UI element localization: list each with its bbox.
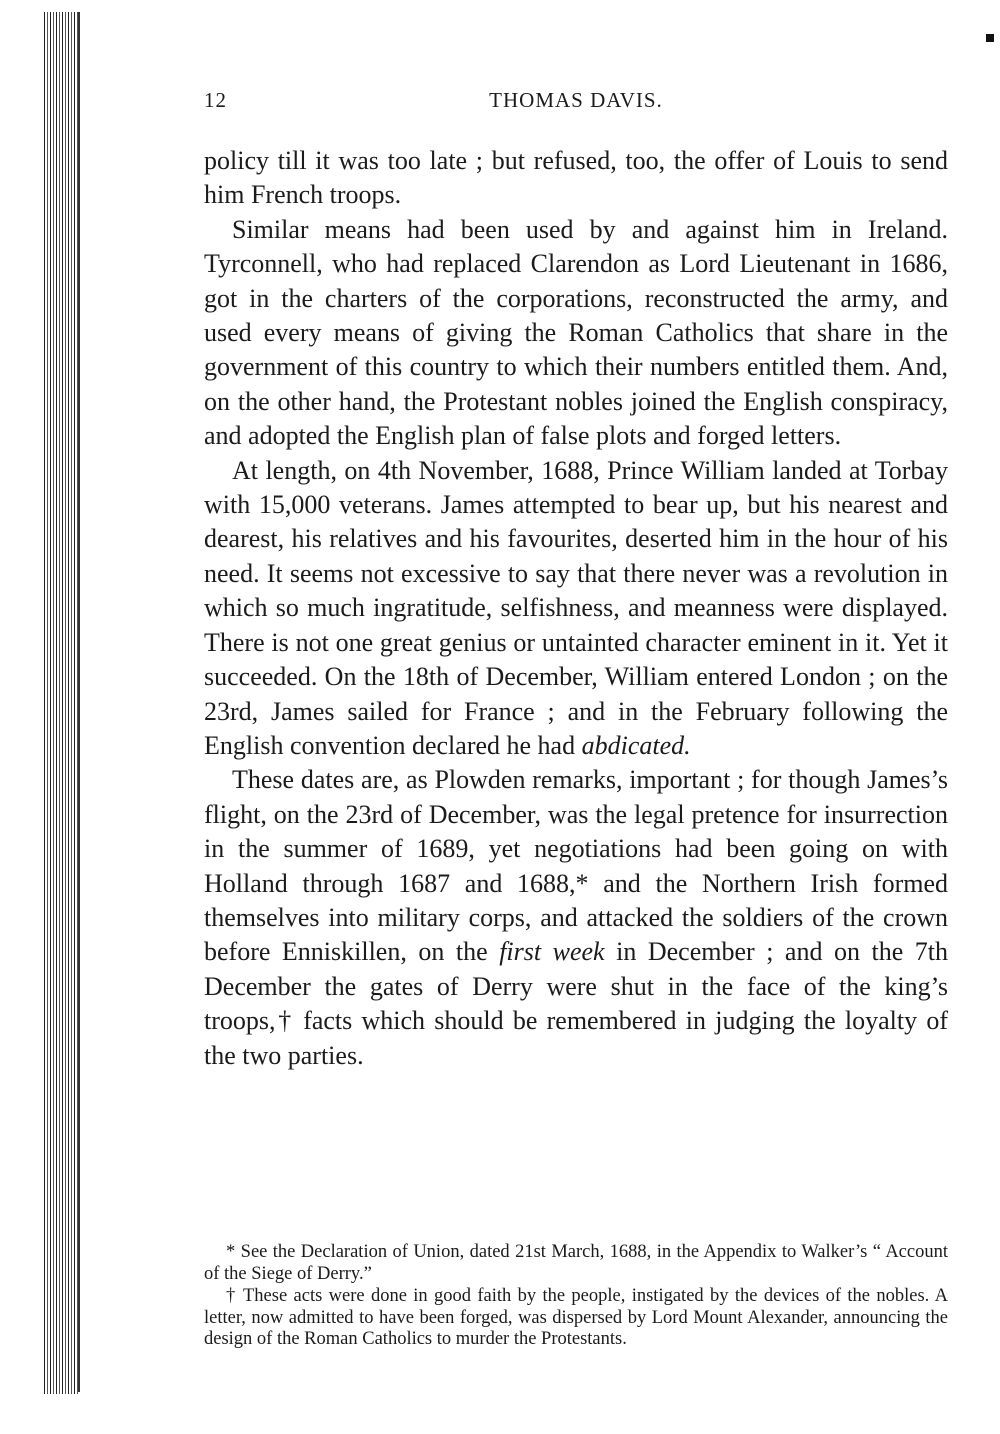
paragraph-3-text: At length, on 4th November, 1688, Prince William landed at Torbay with 15,000 veterans. James attempted to bear up, but his nearest and dearest, his relatives and his favourites, deserted him in the hour of his need. It seems not excessive to say that there never was a revolution in which so much ingratitude, selfishness, and meanness were displayed. There is not one great genius or untainted character eminent in it. Yet it succeeded. On the 18th of December, William entered London ; on the 23rd, James sailed for France ; and in the February following the English convention declared he had	[204, 455, 948, 760]
scan-mark	[986, 34, 994, 42]
footnote-2: † These acts were done in good faith by the people, instigated by the devices of the nobles. A letter, now admitted to have been forged, was dispersed by Lord Mount Alexander, announcing the design of the Roman Catholics to murder the Protestants.	[204, 1286, 948, 1349]
paragraph-2: Similar means had been used by and against him in Ireland. Tyrconnell, who had replaced Clarendon as Lord Lieutenant in 1686, got in the charters of the corporations, reconstructed the army, and used every means of giving the Roman Catholics that share in the government of this country to which their numbers entitled them. And, on the other hand, the Protestant nobles joined the English conspiracy, and adopted the English plan of false plots and forged letters.	[204, 214, 948, 451]
paragraph-4-text-b: in December ; and on the 7th December the gates of Derry were shut in the face of the king’s troops,† facts which should be remembered in judging the loyalty of the two parties.	[204, 937, 949, 1070]
paragraph-4	[204, 763, 948, 1073]
paragraph-1: policy till it was too late ; but refused, too, the offer of Louis to send him French troops.	[204, 146, 948, 210]
italic-abdicated: abdicated.	[581, 730, 691, 760]
binding-gutter-edge	[78, 12, 80, 1392]
binding-gutter	[44, 12, 80, 1394]
page-number: 12	[204, 88, 227, 112]
paragraph-3	[204, 454, 948, 764]
footnote-1: * See the Declaration of Union, dated 21st March, 1688, in the Appendix to Walker’s “ Account of the Siege of Derry.”	[204, 1242, 948, 1284]
italic-first-week: first week	[499, 937, 605, 967]
running-head	[204, 88, 948, 118]
paragraph-4-text-a: These dates are, as Plowden remarks, important ; for though James’s flight, on the 23rd of December, was the legal pretence for insurrection in the summer of 1689, yet negotiations had been going on with Holland through 1687 and 1688,* and the Northern Irish formed themselves into military corps, and attacked the soldiers of the crown before Enniskillen, on the	[204, 765, 948, 967]
footnotes	[204, 1242, 948, 1352]
body-text	[204, 144, 948, 1073]
running-title: THOMAS DAVIS.	[489, 88, 663, 112]
